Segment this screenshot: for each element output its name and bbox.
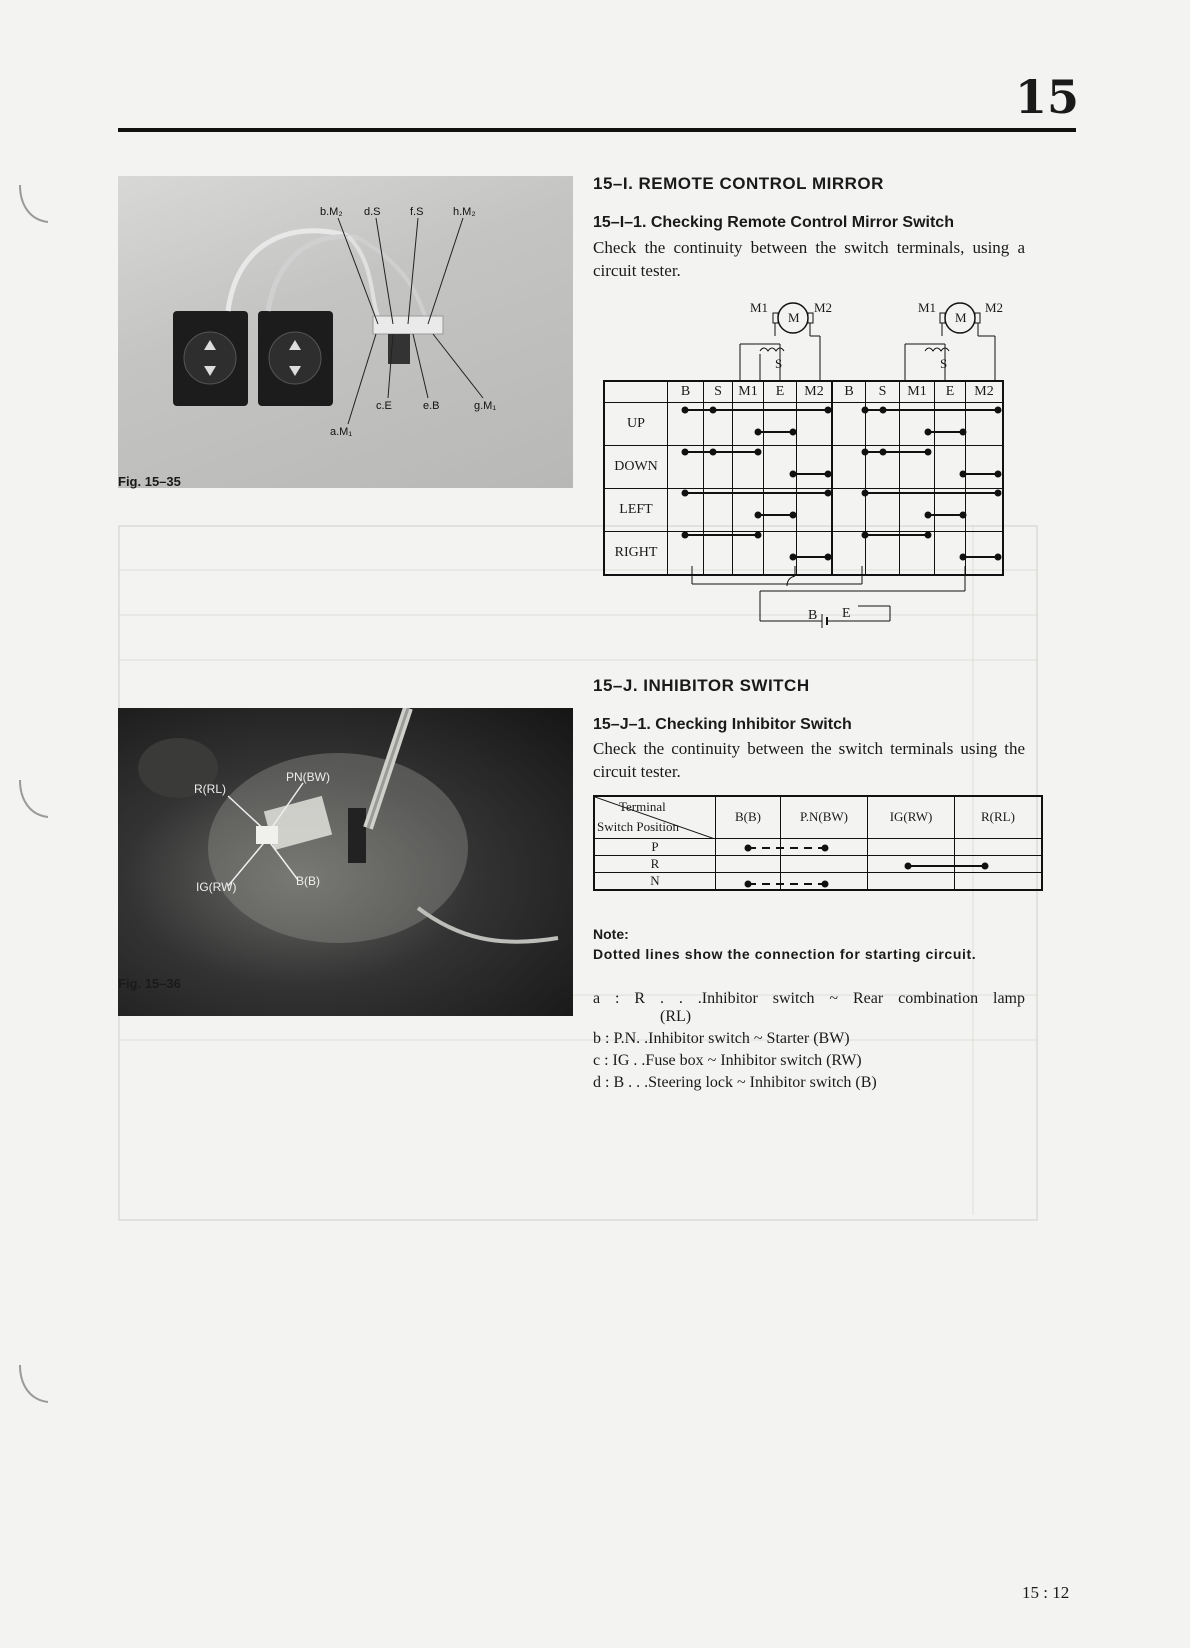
section-i-subtitle: 15–I–1. Checking Remote Control Mirror Switch bbox=[593, 214, 954, 231]
motor-label-m-right: M bbox=[955, 310, 967, 325]
page-number: 15 : 12 bbox=[1022, 1583, 1070, 1602]
col-e-left: E bbox=[764, 381, 797, 403]
callout-cE: c.E bbox=[376, 400, 392, 412]
callout-b-b: B(B) bbox=[296, 874, 320, 888]
section-i-body: Check the continuity between the switch terminals, using a circuit tester. bbox=[593, 238, 1025, 280]
figure-15-35-label: Fig. 15–35 bbox=[118, 474, 181, 489]
callout-fS: f.S bbox=[410, 206, 424, 218]
callout-aM1: a.M₁ bbox=[330, 426, 353, 438]
note-item-a-cont: (RL) bbox=[660, 1008, 692, 1025]
row-up: UP bbox=[604, 403, 668, 446]
col-b-b: B(B) bbox=[716, 796, 781, 838]
motor-label-m2-left: M2 bbox=[814, 300, 833, 315]
col-b-left: B bbox=[668, 381, 704, 403]
callout-dS: d.S bbox=[364, 206, 381, 218]
row-r: R bbox=[594, 855, 716, 872]
callout-eB: e.B bbox=[423, 400, 440, 412]
switch-label-left: S bbox=[775, 356, 783, 371]
inhibitor-continuity-marks bbox=[593, 795, 1033, 900]
motor-label-m1-left: M1 bbox=[750, 300, 769, 315]
col-s-right: S bbox=[866, 381, 900, 403]
corner-switch-position: Switch Position bbox=[597, 819, 679, 834]
section-i-title: 15–I. REMOTE CONTROL MIRROR bbox=[593, 174, 884, 193]
col-m1-left: M1 bbox=[733, 381, 764, 403]
figure-15-36-label: Fig. 15–36 bbox=[118, 976, 181, 991]
note-text: Dotted lines show the connection for starting circuit. bbox=[593, 946, 977, 962]
header-rule bbox=[118, 128, 1076, 132]
motor-label-m-left: M bbox=[788, 310, 800, 325]
col-r-rl: R(RL) bbox=[955, 796, 1043, 838]
col-ig-rw: IG(RW) bbox=[868, 796, 955, 838]
note-heading: Note: bbox=[593, 926, 629, 942]
battery-label: B bbox=[808, 608, 818, 623]
earth-label: E bbox=[842, 606, 851, 621]
row-left: LEFT bbox=[604, 489, 668, 532]
figure-15-35-photo bbox=[118, 176, 573, 488]
col-m2-right: M2 bbox=[966, 381, 1004, 403]
callout-gM1: g.M₁ bbox=[474, 400, 497, 412]
callout-r-rl: R(RL) bbox=[194, 782, 226, 796]
callout-hM2: h.M₂ bbox=[453, 206, 476, 218]
col-b-right: B bbox=[832, 381, 866, 403]
note-item-a: a : R . . .Inhibitor switch ~ Rear combination lamp bbox=[593, 990, 1025, 1007]
col-e-right: E bbox=[935, 381, 966, 403]
row-right: RIGHT bbox=[604, 532, 668, 576]
section-j-subtitle: 15–J–1. Checking Inhibitor Switch bbox=[593, 716, 852, 733]
note-item-b: b : P.N. .Inhibitor switch ~ Starter (BW) bbox=[593, 1030, 850, 1047]
chapter-number: 15 bbox=[1015, 70, 1080, 124]
callout-pn-bw: PN(BW) bbox=[286, 770, 330, 784]
col-m2-left: M2 bbox=[797, 381, 833, 403]
switch-label-right: S bbox=[940, 356, 948, 371]
col-pn-bw: P.N(BW) bbox=[781, 796, 868, 838]
col-m1-right: M1 bbox=[900, 381, 935, 403]
row-n: N bbox=[594, 872, 716, 890]
row-p: P bbox=[594, 838, 716, 855]
corner-terminal: Terminal bbox=[619, 799, 666, 814]
binder-hole-marks bbox=[0, 0, 60, 1648]
row-down: DOWN bbox=[604, 446, 668, 489]
callout-ig-rw: IG(RW) bbox=[196, 880, 237, 894]
motor-label-m2-right: M2 bbox=[985, 300, 1004, 315]
col-s-left: S bbox=[704, 381, 733, 403]
figure-15-36-photo bbox=[118, 708, 573, 1016]
section-j-title: 15–J. INHIBITOR SWITCH bbox=[593, 676, 810, 695]
note-item-c: c : IG . .Fuse box ~ Inhibitor switch (RW) bbox=[593, 1052, 862, 1069]
section-j-body: Check the continuity between the switch terminals using the circuit tester. bbox=[593, 739, 1025, 781]
motor-label-m1-right: M1 bbox=[918, 300, 937, 315]
mirror-continuity-marks bbox=[603, 380, 1033, 580]
callout-bM2: b.M₂ bbox=[320, 206, 343, 218]
note-item-d: d : B . . .Steering lock ~ Inhibitor switch (B) bbox=[593, 1074, 877, 1091]
